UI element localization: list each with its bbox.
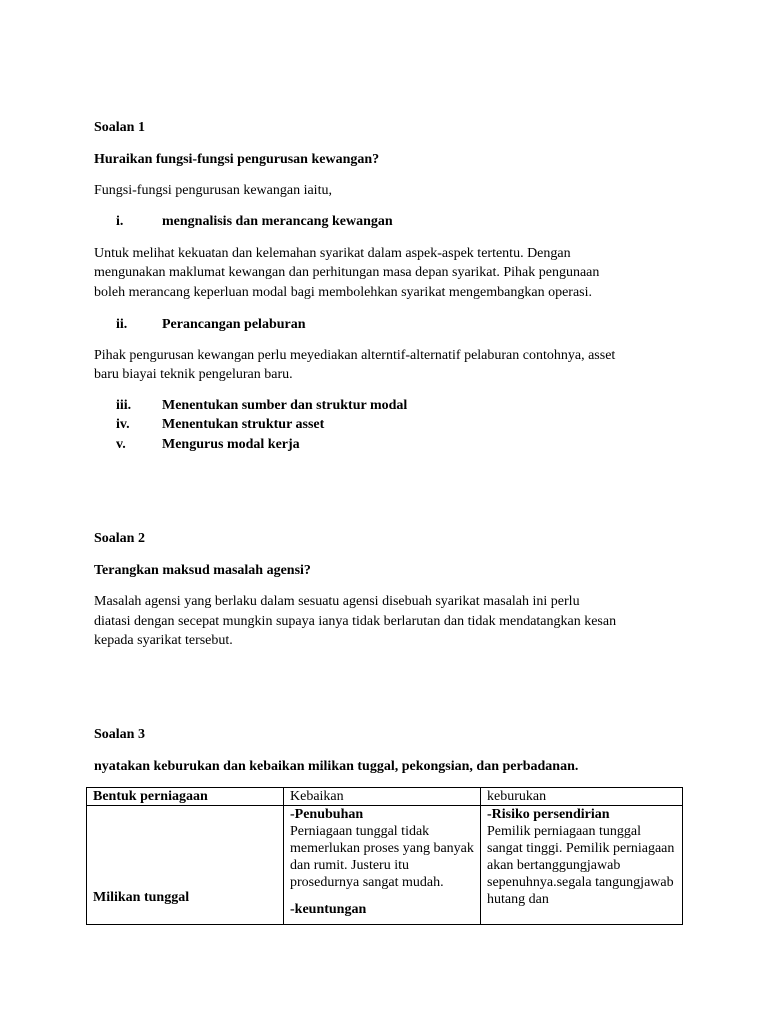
business-forms-table bbox=[86, 787, 683, 925]
soalan3-question: nyatakan keburukan dan kebaikan milikan tuggal, pekongsian, dan perbadanan. bbox=[94, 759, 579, 774]
soalan2-para-line2: diatasi dengan secepat mungkin supaya ianya tidak berlarutan dan tidak mendatangkan kesan bbox=[94, 614, 617, 629]
kebaikan-sub1: -Penubuhan bbox=[290, 807, 364, 822]
soalan1-heading: Soalan 1 bbox=[94, 120, 145, 135]
table-header-row bbox=[87, 788, 683, 806]
soalan2-para-line1: Masalah agensi yang berlaku dalam sesuatu agensi disebuah syarikat masalah ini perlu bbox=[94, 594, 580, 609]
header-bentuk-perniagaan: Bentuk perniagaan bbox=[87, 788, 284, 806]
kebaikan-text1: Perniagaan tunggal tidak memerlukan proses yang banyak dan rumit. Justeru itu prosedurnya sangat mudah. bbox=[290, 824, 474, 890]
item1-number: i. bbox=[116, 214, 124, 229]
para1-line3: boleh merancang keperluan modal bagi membolehkan syarikat mengembangkan operasi. bbox=[94, 285, 592, 300]
cell-bentuk bbox=[87, 806, 284, 925]
kebaikan-sub2: -keuntungan bbox=[290, 902, 367, 917]
item3-number: iii. bbox=[116, 398, 132, 413]
cell-keburukan bbox=[481, 806, 683, 925]
para2-line1: Pihak pengurusan kewangan perlu meyediakan alterntif-alternatif pelaburan contohnya, asset bbox=[94, 348, 616, 363]
keburukan-text1: Pemilik perniagaan tunggal sangat tinggi. Pemilik perniagaan akan bertanggungjawab sepenuhnya.segala tangungjawab hutang dan bbox=[487, 824, 675, 907]
cell-kebaikan bbox=[284, 806, 481, 925]
soalan2-para-line3: kepada syarikat tersebut. bbox=[94, 633, 233, 648]
item2-number: ii. bbox=[116, 317, 128, 332]
soalan2-heading: Soalan 2 bbox=[94, 531, 145, 546]
soalan1-question: Huraikan fungsi-fungsi pengurusan kewangan? bbox=[94, 152, 380, 167]
item5-number: v. bbox=[116, 437, 126, 452]
item3-text: Menentukan sumber dan struktur modal bbox=[162, 398, 408, 413]
para1-line1: Untuk melihat kekuatan dan kelemahan syarikat dalam aspek-aspek tertentu. Dengan bbox=[94, 246, 571, 261]
keburukan-sub1: -Risiko persendirian bbox=[487, 807, 610, 822]
item4-number: iv. bbox=[116, 417, 130, 432]
table-row bbox=[87, 806, 683, 925]
soalan3-heading: Soalan 3 bbox=[94, 727, 145, 742]
soalan1-intro: Fungsi-fungsi pengurusan kewangan iaitu, bbox=[94, 183, 332, 198]
header-keburukan: keburukan bbox=[481, 788, 683, 806]
header-kebaikan: Kebaikan bbox=[284, 788, 481, 806]
milikan-tunggal-label: Milikan tunggal bbox=[93, 890, 190, 905]
item4-text: Menentukan struktur asset bbox=[162, 417, 325, 432]
para2-line2: baru biayai teknik pengeluran baru. bbox=[94, 367, 293, 382]
item1-text: mengnalisis dan merancang kewangan bbox=[162, 214, 393, 229]
item5-text: Mengurus modal kerja bbox=[162, 437, 300, 452]
para1-line2: mengunakan maklumat kewangan dan perhitungan masa depan syarikat. Pihak pengunaan bbox=[94, 265, 600, 280]
item2-text: Perancangan pelaburan bbox=[162, 317, 306, 332]
soalan2-question: Terangkan maksud masalah agensi? bbox=[94, 563, 311, 578]
